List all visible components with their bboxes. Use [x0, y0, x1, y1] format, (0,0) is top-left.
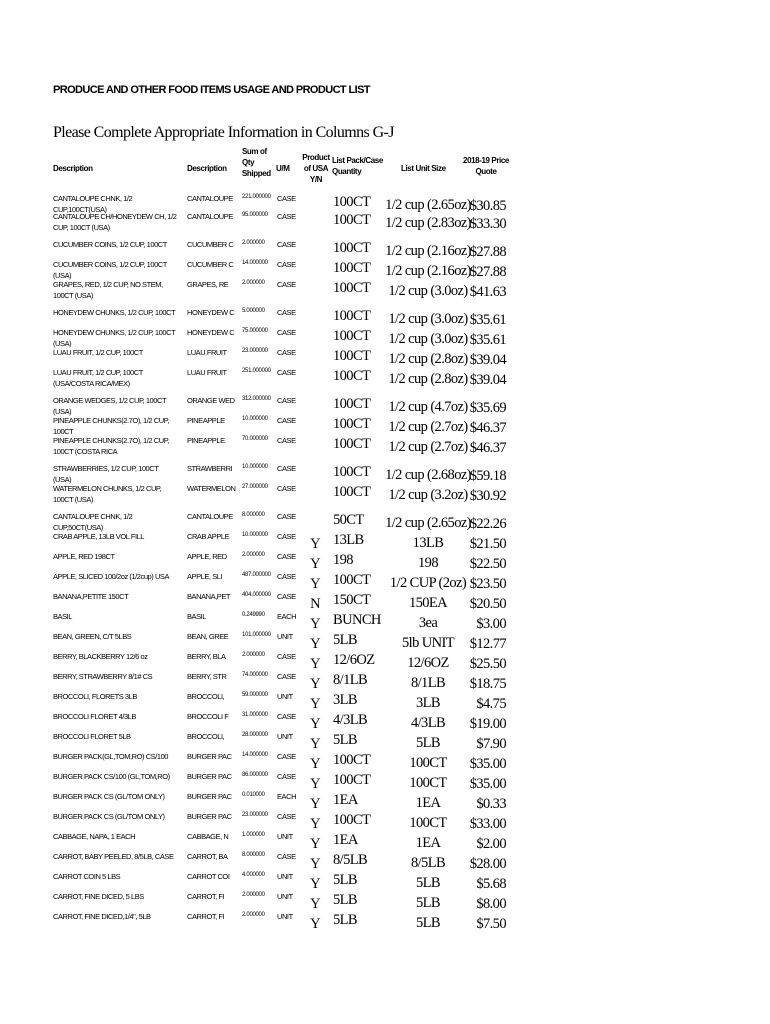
cell-uom: CASE: [277, 552, 296, 561]
cell-price-quote: $22.50: [469, 556, 506, 572]
cell-qty-shipped: 0.249990: [242, 612, 265, 618]
cell-description: CANTALOUPE CH/HONEYDEW CH, 1/2 CUP, 100CT (USA): [53, 212, 177, 232]
cell-description: PINEAPPLE CHUNKS(2.7O), 1/2 CUP, 100CT (COSTA RICA: [53, 436, 169, 456]
cell-uom: CASE: [277, 396, 296, 405]
cell-list-pack-case: 150CT: [333, 592, 371, 608]
cell-price-quote: $39.04: [469, 372, 506, 388]
cell-description-short: CANTALOUPE: [187, 194, 233, 203]
cell-qty-shipped: 312.000000: [242, 396, 271, 402]
cell-list-unit-size: 5LB: [416, 875, 440, 891]
cell-description-short: BERRY, STR: [187, 672, 227, 681]
cell-list-pack-case: 100CT: [333, 212, 371, 228]
cell-description: CARROT, FINE DICED, 5 LBS: [53, 892, 144, 901]
cell-list-pack-case: 100CT: [333, 464, 371, 480]
cell-list-unit-size: 1/2 CUP (2oz): [389, 575, 467, 591]
cell-price-quote: $39.04: [469, 352, 506, 368]
cell-description-short: CANTALOUPE: [187, 212, 233, 221]
cell-description: CUCUMBER COINS, 1/2 CUP, 100CT (USA): [53, 260, 167, 280]
cell-price-quote: $35.00: [469, 756, 506, 772]
header-description-short: Description: [187, 164, 227, 173]
cell-description: BURGER PACK CS (GL/TOM ONLY): [53, 812, 165, 821]
cell-list-unit-size: 5LB: [416, 915, 440, 931]
cell-qty-shipped: 10.000000: [242, 532, 268, 538]
cell-list-pack-case: 100CT: [333, 572, 371, 588]
cell-description-short: BROCCOLI,: [187, 732, 225, 741]
cell-description-short: CARROT COI: [187, 872, 230, 881]
cell-description: GRAPES, RED, 1/2 CUP, NO STEM, 100CT (USA): [53, 280, 163, 300]
header-description: Description: [53, 164, 93, 173]
cell-qty-shipped: 0.010000: [242, 792, 265, 798]
cell-uom: CASE: [277, 672, 296, 681]
cell-uom: EACH: [277, 612, 297, 621]
cell-description-short: CRAB APPLE: [187, 532, 230, 541]
cell-list-unit-size: 1/2 cup (3.0oz): [388, 283, 468, 299]
cell-description-short: BROCCOLI F: [187, 712, 229, 721]
cell-qty-shipped: 1.000000: [242, 832, 265, 838]
cell-list-pack-case: 5LB: [333, 632, 357, 648]
cell-uom: CASE: [277, 512, 296, 521]
instructions-heading: Please Complete Appropriate Information in Columns G-J: [53, 124, 394, 141]
cell-description-short: ORANGE WED: [187, 396, 235, 405]
header-product-of-usa: Product of USA Y/N: [302, 153, 330, 184]
cell-description: BROCCOLI, FLORETS 3LB: [53, 692, 137, 701]
cell-price-quote: $25.50: [469, 656, 506, 672]
cell-description: PINEAPPLE CHUNKS(2.7O), 1/2 CUP, 100CT: [53, 416, 169, 436]
cell-list-pack-case: 198: [333, 552, 353, 568]
cell-description-short: BEAN, GREE: [187, 632, 229, 641]
cell-price-quote: $7.90: [476, 736, 506, 752]
cell-qty-shipped: 5.000000: [242, 308, 265, 314]
cell-list-pack-case: 100CT: [333, 772, 371, 788]
cell-list-unit-size: 5LB: [416, 895, 440, 911]
cell-description-short: LUAU FRUIT: [187, 348, 227, 357]
cell-list-unit-size: 1/2 cup (2.8oz): [388, 371, 468, 387]
cell-description: CARROT COIN 5 LBS: [53, 872, 121, 881]
cell-qty-shipped: 14.000000: [242, 260, 268, 266]
cell-qty-shipped: 28.000000: [242, 732, 268, 738]
cell-qty-shipped: 74.000000: [242, 672, 268, 678]
cell-list-pack-case: 1EA: [333, 832, 358, 848]
cell-price-quote: $35.61: [469, 312, 506, 328]
header-uom: U/M: [276, 164, 290, 173]
cell-product-of-usa: Y: [310, 816, 320, 832]
cell-description-short: STRAWBERRI: [187, 464, 233, 473]
cell-uom: CASE: [277, 260, 296, 269]
cell-description: ORANGE WEDGES, 1/2 CUP, 100CT (USA): [53, 396, 166, 416]
cell-list-unit-size: 1/2 cup (2.8oz): [388, 351, 468, 367]
cell-product-of-usa: Y: [310, 836, 320, 852]
cell-qty-shipped: 14.000000: [242, 752, 268, 758]
cell-product-of-usa: Y: [310, 676, 320, 692]
cell-uom: CASE: [277, 368, 296, 377]
header-list-pack-case: List Pack/Case Quantity: [332, 156, 383, 176]
cell-list-pack-case: 8/5LB: [333, 852, 368, 868]
header-list-unit-size: List Unit Size: [401, 164, 446, 173]
cell-uom: UNIT: [277, 892, 293, 901]
cell-uom: EACH: [277, 792, 297, 801]
cell-list-pack-case: 8/1LB: [333, 672, 368, 688]
cell-list-unit-size: 100CT: [409, 775, 447, 791]
cell-uom: UNIT: [277, 692, 293, 701]
cell-qty-shipped: 2.000000: [242, 912, 265, 918]
cell-description: CUCUMBER COINS, 1/2 CUP, 100CT: [53, 240, 167, 249]
cell-price-quote: $28.00: [469, 856, 506, 872]
header-price-quote: 2018-19 Price Quote: [463, 156, 509, 176]
cell-description: BURGER PACK CS/100 (GL,TOM,RO): [53, 772, 170, 781]
cell-qty-shipped: 27.000000: [242, 484, 268, 490]
cell-description-short: WATERMELON: [187, 484, 236, 493]
cell-uom: CASE: [277, 812, 296, 821]
cell-qty-shipped: 2.000000: [242, 652, 265, 658]
cell-list-unit-size: 1/2 cup (3.0oz): [388, 331, 468, 347]
cell-list-pack-case: 5LB: [333, 732, 357, 748]
table-row: [0, 911, 770, 951]
cell-product-of-usa: Y: [310, 636, 320, 652]
cell-price-quote: $35.61: [469, 332, 506, 348]
cell-price-quote: $33.00: [469, 816, 506, 832]
cell-description: STRAWBERRIES, 1/2 CUP, 100CT (USA): [53, 464, 159, 484]
cell-uom: CASE: [277, 308, 296, 317]
cell-uom: CASE: [277, 348, 296, 357]
header-qty-shipped: Sum of Qty Shipped: [242, 147, 271, 178]
cell-list-unit-size: 1/2 cup (4.7oz): [388, 399, 468, 415]
cell-description-short: BURGER PAC: [187, 792, 232, 801]
cell-list-unit-size: 1/2 cup (2.16oz): [385, 263, 471, 279]
cell-description: BANANA,PETITE 150CT: [53, 592, 129, 601]
cell-price-quote: $7.50: [476, 916, 506, 932]
cell-price-quote: $30.85: [469, 198, 506, 214]
cell-description-short: BANANA,PET: [187, 592, 231, 601]
cell-price-quote: $21.50: [469, 536, 506, 552]
cell-description: APPLE, RED 198CT: [53, 552, 115, 561]
cell-list-unit-size: 5LB: [416, 735, 440, 751]
cell-list-unit-size: 150EA: [408, 595, 448, 611]
cell-description: BASIL: [53, 612, 73, 621]
cell-description: CABBAGE, NAPA, 1 EACH: [53, 832, 136, 841]
cell-list-pack-case: 12/6OZ: [333, 652, 375, 668]
cell-description-short: APPLE, RED: [187, 552, 227, 561]
cell-uom: UNIT: [277, 832, 293, 841]
cell-product-of-usa: Y: [310, 576, 320, 592]
cell-qty-shipped: 221.000000: [242, 194, 271, 200]
cell-list-pack-case: 50CT: [333, 512, 364, 528]
cell-list-pack-case: 100CT: [333, 240, 371, 256]
cell-uom: CASE: [277, 772, 296, 781]
cell-qty-shipped: 10.000000: [242, 464, 268, 470]
cell-list-pack-case: 5LB: [333, 912, 357, 928]
cell-description: LUAU FRUIT, 1/2 CUP, 100CT: [53, 348, 143, 357]
cell-description-short: PINEAPPLE: [187, 436, 225, 445]
cell-description: BURGER PACK CS (GL/TOM ONLY): [53, 792, 165, 801]
cell-price-quote: $22.26: [469, 516, 506, 532]
cell-uom: CASE: [277, 652, 296, 661]
cell-product-of-usa: Y: [310, 896, 320, 912]
cell-list-pack-case: 100CT: [333, 308, 371, 324]
cell-price-quote: $0.33: [476, 796, 506, 812]
cell-uom: UNIT: [277, 632, 293, 641]
cell-list-pack-case: 100CT: [333, 396, 371, 412]
cell-uom: CASE: [277, 752, 296, 761]
cell-list-pack-case: 5LB: [333, 892, 357, 908]
cell-list-pack-case: 100CT: [333, 194, 371, 210]
cell-qty-shipped: 31.000000: [242, 712, 268, 718]
cell-price-quote: $23.50: [469, 576, 506, 592]
cell-list-pack-case: 100CT: [333, 812, 371, 828]
cell-description-short: APPLE, SLI: [187, 572, 223, 581]
cell-description: CANTALOUPE CHNK, 1/2 CUP,50CT(USA): [53, 512, 133, 532]
cell-list-unit-size: 1/2 cup (2.68oz): [385, 467, 471, 483]
document-title: PRODUCE AND OTHER FOOD ITEMS USAGE AND PRODUCT LIST: [53, 84, 370, 96]
cell-list-unit-size: 1/2 cup (3.0oz): [388, 311, 468, 327]
cell-product-of-usa: Y: [310, 756, 320, 772]
cell-description-short: CUCUMBER C: [187, 260, 234, 269]
cell-description-short: CARROT, FI: [187, 892, 225, 901]
cell-description: HONEYDEW CHUNKS, 1/2 CUP, 100CT (USA): [53, 328, 176, 348]
cell-list-unit-size: 1/2 cup (3.2oz): [388, 487, 468, 503]
cell-description-short: BURGER PAC: [187, 772, 232, 781]
cell-qty-shipped: 59.000000: [242, 692, 268, 698]
cell-price-quote: $27.88: [469, 264, 506, 280]
cell-product-of-usa: Y: [310, 856, 320, 872]
cell-price-quote: $35.69: [469, 400, 506, 416]
cell-list-unit-size: 100CT: [409, 815, 447, 831]
cell-qty-shipped: 75.000000: [242, 328, 268, 334]
cell-list-pack-case: 100CT: [333, 280, 371, 296]
cell-list-unit-size: 13LB: [412, 535, 444, 551]
cell-price-quote: $30.92: [469, 488, 506, 504]
cell-qty-shipped: 2.000000: [242, 280, 265, 286]
cell-qty-shipped: 23.000000: [242, 812, 268, 818]
cell-qty-shipped: 2.000000: [242, 552, 265, 558]
cell-list-unit-size: 1/2 cup (2.65oz): [385, 515, 471, 531]
cell-uom: CASE: [277, 592, 296, 601]
cell-description-short: CABBAGE, N: [187, 832, 229, 841]
cell-description-short: BURGER PAC: [187, 752, 232, 761]
cell-list-unit-size: 100CT: [409, 755, 447, 771]
cell-price-quote: $33.30: [469, 216, 506, 232]
cell-description-short: GRAPES, RE: [187, 280, 229, 289]
cell-product-of-usa: Y: [310, 556, 320, 572]
cell-price-quote: $46.37: [469, 420, 506, 436]
cell-description-short: HONEYDEW C: [187, 308, 235, 317]
cell-list-pack-case: 100CT: [333, 348, 371, 364]
cell-description-short: CARROT, FI: [187, 912, 225, 921]
cell-description-short: PINEAPPLE: [187, 416, 225, 425]
cell-description-short: CANTALOUPE: [187, 512, 233, 521]
cell-product-of-usa: Y: [310, 696, 320, 712]
cell-qty-shipped: 404.000000: [242, 592, 271, 598]
cell-price-quote: $35.00: [469, 776, 506, 792]
cell-list-unit-size: 3LB: [416, 695, 440, 711]
cell-description: APPLE, SLICED 100/2oz (1/2cup) USA: [53, 572, 170, 581]
cell-description-short: HONEYDEW C: [187, 328, 235, 337]
cell-description-short: LUAU FRUIT: [187, 368, 227, 377]
cell-qty-shipped: 251.000000: [242, 368, 271, 374]
cell-price-quote: $18.75: [469, 676, 506, 692]
cell-list-pack-case: 100CT: [333, 416, 371, 432]
cell-price-quote: $12.77: [469, 636, 506, 652]
cell-description-short: BROCCOLI,: [187, 692, 225, 701]
cell-product-of-usa: Y: [310, 616, 320, 632]
cell-uom: CASE: [277, 212, 296, 221]
cell-uom: UNIT: [277, 732, 293, 741]
cell-description-short: CARROT, BA: [187, 852, 228, 861]
cell-price-quote: $2.00: [476, 836, 506, 852]
cell-uom: CASE: [277, 532, 296, 541]
cell-product-of-usa: Y: [310, 916, 320, 932]
cell-description-short: BERRY, BLA: [187, 652, 226, 661]
cell-list-unit-size: 1EA: [415, 835, 441, 851]
cell-list-unit-size: 1/2 cup (2.83oz): [385, 215, 471, 231]
cell-list-unit-size: 12/6OZ: [407, 655, 449, 671]
cell-qty-shipped: 101.000000: [242, 632, 271, 638]
cell-list-pack-case: 100CT: [333, 260, 371, 276]
cell-product-of-usa: Y: [310, 536, 320, 552]
cell-uom: CASE: [277, 328, 296, 337]
cell-qty-shipped: 2.000000: [242, 892, 265, 898]
cell-price-quote: $20.50: [469, 596, 506, 612]
cell-description: BEAN, GREEN, C/T 5LBS: [53, 632, 132, 641]
cell-product-of-usa: Y: [310, 876, 320, 892]
cell-list-unit-size: 1/2 cup (2.7oz): [388, 419, 468, 435]
cell-list-pack-case: 1EA: [333, 792, 358, 808]
cell-uom: CASE: [277, 484, 296, 493]
cell-price-quote: $3.00: [476, 616, 506, 632]
cell-description: WATERMELON CHUNKS, 1/2 CUP, 100CT (USA): [53, 484, 162, 504]
cell-description: LUAU FRUIT, 1/2 CUP, 100CT (USA/COSTA RICA/MEX): [53, 368, 143, 388]
cell-list-pack-case: 100CT: [333, 436, 371, 452]
cell-price-quote: $59.18: [469, 468, 506, 484]
cell-qty-shipped: 23.000000: [242, 348, 268, 354]
cell-product-of-usa: Y: [310, 796, 320, 812]
cell-list-pack-case: 100CT: [333, 752, 371, 768]
cell-description-short: BASIL: [187, 612, 207, 621]
cell-uom: CASE: [277, 194, 296, 203]
cell-list-pack-case: 100CT: [333, 368, 371, 384]
cell-uom: CASE: [277, 464, 296, 473]
cell-uom: UNIT: [277, 872, 293, 881]
cell-description: CARROT, BABY PEELED, 8/5LB, CASE: [53, 852, 174, 861]
cell-list-pack-case: 13LB: [333, 532, 364, 548]
cell-description: CARROT, FINE DICED,1/4", 5LB: [53, 912, 151, 921]
cell-list-unit-size: 1EA: [415, 795, 441, 811]
cell-description-short: CUCUMBER C: [187, 240, 234, 249]
cell-list-unit-size: 8/1LB: [410, 675, 446, 691]
cell-description: BERRY, BLACKBERRY 12/6 oz: [53, 652, 148, 661]
cell-uom: CASE: [277, 852, 296, 861]
cell-list-unit-size: 4/3LB: [410, 715, 446, 731]
cell-qty-shipped: 487.000000: [242, 572, 271, 578]
cell-uom: UNIT: [277, 912, 293, 921]
cell-description: BERRY, STRAWBERRY 8/1# CS: [53, 672, 153, 681]
cell-list-pack-case: 4/3LB: [333, 712, 368, 728]
cell-list-pack-case: 100CT: [333, 484, 371, 500]
cell-qty-shipped: 8.000000: [242, 512, 265, 518]
cell-qty-shipped: 4.000000: [242, 872, 265, 878]
cell-price-quote: $46.37: [469, 440, 506, 456]
cell-product-of-usa: N: [310, 596, 320, 612]
cell-list-unit-size: 1/2 cup (2.7oz): [388, 439, 468, 455]
cell-list-pack-case: 5LB: [333, 872, 357, 888]
cell-qty-shipped: 2.000000: [242, 240, 265, 246]
cell-description: HONEYDEW CHUNKS, 1/2 CUP, 100CT: [53, 308, 176, 317]
cell-product-of-usa: Y: [310, 776, 320, 792]
cell-list-unit-size: 1/2 cup (2.65oz): [385, 197, 471, 213]
cell-product-of-usa: Y: [310, 656, 320, 672]
cell-price-quote: $19.00: [469, 716, 506, 732]
cell-uom: CASE: [277, 436, 296, 445]
cell-description-short: BURGER PAC: [187, 812, 232, 821]
cell-price-quote: $8.00: [476, 896, 506, 912]
cell-uom: CASE: [277, 712, 296, 721]
cell-product-of-usa: Y: [310, 736, 320, 752]
cell-list-unit-size: 5lb UNIT: [402, 635, 454, 651]
cell-list-pack-case: BUNCH: [333, 612, 381, 628]
cell-description: BROCCOLI FLORET 4/3LB: [53, 712, 136, 721]
cell-list-pack-case: 3LB: [333, 692, 357, 708]
cell-qty-shipped: 8.000000: [242, 852, 265, 858]
cell-list-pack-case: 100CT: [333, 328, 371, 344]
cell-description: BROCCOLI FLORET 5LB: [53, 732, 131, 741]
cell-price-quote: $5.68: [476, 876, 506, 892]
cell-qty-shipped: 86.000000: [242, 772, 268, 778]
cell-uom: CASE: [277, 280, 296, 289]
cell-qty-shipped: 10.000000: [242, 416, 268, 422]
cell-list-unit-size: 3ea: [418, 615, 438, 631]
cell-price-quote: $27.88: [469, 244, 506, 260]
cell-description: CANTALOUPE CHNK, 1/2 CUP,100CT(USA): [53, 194, 133, 214]
cell-list-unit-size: 1/2 cup (2.16oz): [385, 243, 471, 259]
cell-description: CRAB APPLE, 13LB VOL FILL: [53, 532, 145, 541]
cell-list-unit-size: 8/5LB: [410, 855, 446, 871]
cell-uom: CASE: [277, 416, 296, 425]
cell-qty-shipped: 95.000000: [242, 212, 268, 218]
cell-uom: CASE: [277, 240, 296, 249]
cell-qty-shipped: 70.000000: [242, 436, 268, 442]
cell-list-unit-size: 198: [418, 555, 438, 571]
cell-description: BURGER PACK(GL,TOM,RO) CS/100: [53, 752, 169, 761]
cell-product-of-usa: Y: [310, 716, 320, 732]
cell-price-quote: $41.63: [469, 284, 506, 300]
cell-uom: CASE: [277, 572, 296, 581]
cell-price-quote: $4.75: [476, 696, 506, 712]
